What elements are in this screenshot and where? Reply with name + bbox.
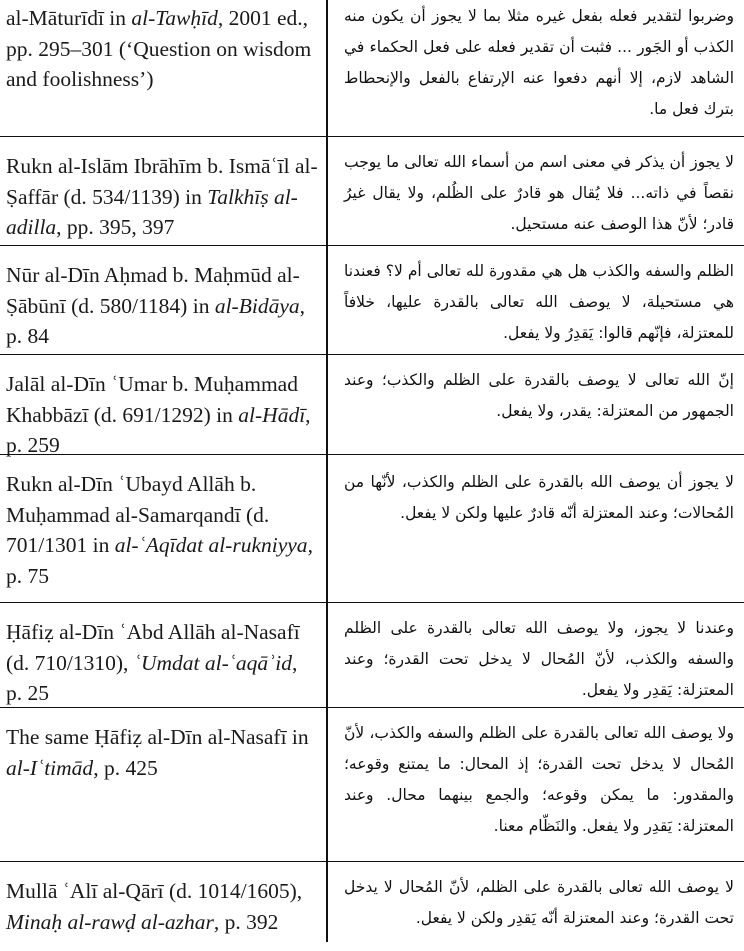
citation-text: , pp. 395, 397 (56, 215, 175, 239)
work-title: Talkhīṣ al-adilla (6, 184, 298, 239)
source-citation (6, 369, 318, 461)
table-row (0, 707, 744, 861)
source-citation (6, 3, 318, 95)
work-title: al-Tawḥīd (131, 6, 218, 30)
arabic-quotation: إنّ الله تعالى لا يوصف بالقدرة على الظلم والكذب؛ وعند الجمهور من المعتزلة: يقدر، ولا يفعل. (344, 371, 734, 420)
arabic-quotation: وعندنا لا يجوز، ولا يوصف الله تعالى بالقدرة على الظلم والسفه والكذب، لأنّ المُحال لا يدخل تحت القدرة؛ وعند المعتزلة: يَقدِر ولا يفعل. (344, 619, 734, 699)
arabic-quotation: ولا يوصف الله تعالى بالقدرة على الظلم والسفه والكذب، لأنّ المُحال لا يدخل تحت القدرة؛ إذ المحال: ما يمتنع وقوعه؛ والمقدور: ما يمكن وقوعه؛ والجمع بينهما محال. وعند المعتزلة: يَقدِر ولا يفعل. والنَظّام معنا. (344, 724, 734, 835)
citation-text: , p. 259 (6, 402, 311, 457)
citation-text: Rukn al-Islām Ibrāhīm b. Ismāʿīl al-Ṣaffār (d. 534/1139) in (6, 154, 318, 209)
work-title: al-ʿAqīdat al-rukniyya (114, 533, 308, 557)
table-row (0, 454, 744, 602)
table-row (0, 354, 744, 457)
arabic-quotation: لا يجوز أن يذكر في معنى اسم من أسماء الله تعالى ما يوجب نقصاً في ذاته... فلا يُقال هو قادرٌ على الظُلم، ولا يقال غيرُ قادر؛ لأنّ هذا الوصف عنه مستحيل. (344, 153, 734, 233)
work-title: al-Bidāya (214, 293, 300, 318)
citation-text: Mullā ʿAlī al-Qārī (d. 1014/1605), (6, 879, 303, 903)
source-citation (6, 469, 318, 591)
citation-text: Rukn al-Dīn ʿUbayd Allāh b. Muḥammad al-Samarqandī (d. 701/1301 in (6, 472, 270, 557)
table-row (0, 136, 744, 245)
work-title: ʿUmdat al-ʿaqāʾid (133, 650, 293, 675)
arabic-quotation: وضربوا لتقدير فعله بفعل غيره مثلا بما لا يجوز أن يكون منه الكذب أو الجَور ... فثبت أن تقدير فعله على فعل الحكماء في الشاهد لازم، إلا أنهم دفعوا عنه الإرتفاع بالفعل والإنحطاط بترك فعل ما. (344, 7, 734, 118)
table-row (0, 861, 744, 951)
citation-text: , p. 84 (6, 293, 305, 348)
work-title: al-Iʿtimād (6, 755, 94, 780)
table-row (0, 245, 744, 354)
citation-text: , p. 25 (6, 650, 298, 705)
source-citation (6, 151, 318, 243)
source-citation (6, 260, 318, 352)
source-citation (6, 617, 318, 709)
citation-text: , p. 425 (93, 755, 158, 780)
citation-text: Ḥāfiẓ al-Dīn ʿAbd Allāh al-Nasafī (d. 710/1310), (6, 620, 300, 675)
source-citation (6, 722, 318, 783)
citation-text: , p. 392 (213, 909, 279, 934)
citation-text: al-Māturīdī in (6, 6, 132, 30)
arabic-quotation: لا يوصف الله تعالى بالقدرة على الظلم، لأنّ المُحال لا يدخل تحت القدرة؛ وعند المعتزلة أنّه يَقدِر ولكن لا يفعل. (344, 878, 734, 927)
citation-text: , p. 75 (6, 533, 313, 588)
arabic-quotation: لا يجوز أن يوصف الله بالقدرة على الظلم والكذب، لأنّها من المُحالات؛ وعند المعتزلة أنّه قادرٌ عليها ولكن لا يفعل. (344, 473, 734, 522)
work-title: al-Hādī (238, 402, 306, 427)
source-citation (6, 876, 318, 937)
citation-text: , 2001 ed., pp. 295–301 (‘Question on wisdom and foolishness’) (6, 6, 312, 91)
arabic-quotation: الظلم والسفه والكذب هل هي مقدورة لله تعالى أم لا؟ فعندنا هي مستحيلة، لا يوصف الله تعالى بالقدرة عليها، خلافاً للمعتزلة، فإنّهم قالوا: يَقدِرُ ولا يفعل. (344, 262, 734, 342)
table-row (0, 602, 744, 707)
citation-text: Jalāl al-Dīn ʿUmar b. Muḥammad Khabbāzī (d. 691/1292) in (6, 372, 298, 427)
citation-text: Nūr al-Dīn Aḥmad b. Maḥmūd al-Ṣābūnī (d. 580/1184) in (6, 263, 300, 318)
citation-text: The same Ḥāfiẓ al-Dīn al-Nasafī in (6, 725, 309, 749)
table-row (0, 0, 744, 136)
work-title: Minaḥ al-rawḍ al-azhar (6, 909, 214, 934)
